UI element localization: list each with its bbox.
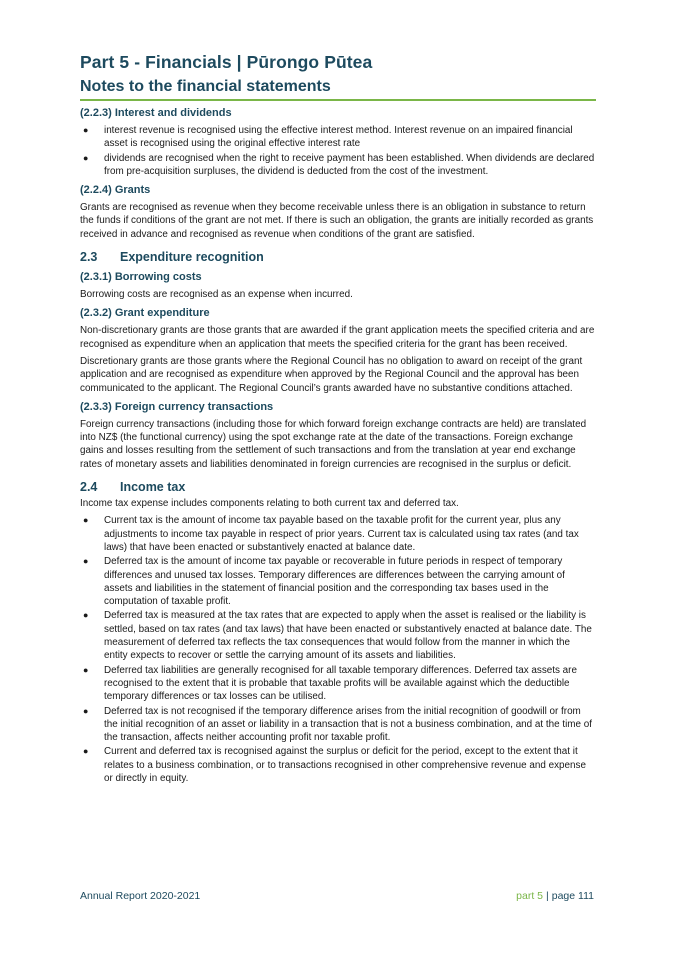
bullet-icon: ● (83, 556, 89, 567)
page-content (80, 50, 596, 789)
bullet-icon: ● (83, 152, 89, 163)
section-title: Expenditure recognition (120, 250, 264, 265)
footer-report-title: Annual Report 2020-2021 (80, 890, 201, 902)
paragraph-income-tax-intro: Income tax expense includes components relating to both current tax and deferred tax. (80, 498, 459, 510)
paragraph-foreign-currency: Foreign currency transactions (including those for which forward foreign exchange contracts are held) are translated into NZ$ (the functional currency) using the spot exchange rate at the date of the transactions. Foreign exchange gains and losses resulting from the settlement of such transactions and from the translation at year end exchange rates of monetary assets and liabilities denominated in foreign currencies are recognised in the surplus or deficit. (80, 418, 587, 470)
list-item: ● Deferred tax is the amount of income tax payable or recoverable in future periods in respect of temporary differences and unused tax losses. Temporary differences are differences between the carrying amount of assets and liabilities in the statement of financial position and the corresponding tax bases used in the computation of taxable profit. (83, 556, 565, 608)
bullet-icon: ● (83, 610, 89, 621)
list-income-tax (80, 514, 596, 785)
heading-2-2-3: (2.2.3) Interest and dividends (80, 107, 232, 119)
list-2-2-3 (80, 124, 596, 178)
heading-2-4 (80, 479, 596, 495)
heading-2-3-3: (2.3.3) Foreign currency transactions (80, 400, 274, 413)
section-number: 2.3 (80, 250, 98, 265)
part-title: Part 5 - Financials | Pūrongo Pūtea (80, 52, 373, 72)
paragraph-discretionary-grants: Discretionary grants are those grants where the Regional Council has no obligation to award on receipt of the grant application and are recognised as expenditure when approved by the Regional Council and the approval has been communicated to the applicant. The Regional Council’s grants awarded have no substantive conditions attached. (80, 355, 583, 394)
bullet-icon: ● (83, 705, 89, 716)
bullet-icon: ● (83, 746, 89, 757)
heading-2-3 (80, 249, 596, 265)
bullet-icon: ● (83, 664, 89, 675)
bullet-icon: ● (83, 125, 89, 135)
list-item: ● Current and deferred tax is recognised against the surplus or deficit for the period, except to the extent that it relates to a business combination, or to transactions recognised in other comprehensive revenue and expense or directly in equity. (83, 746, 586, 784)
list-item: ● interest revenue is recognised using the effective interest method. Interest revenue on an impaired financial asset is recognised using the original effective interest rate (83, 125, 573, 150)
list-item: ● Current tax is the amount of income tax payable based on the taxable profit for the current year, plus any adjustments to income tax payable in respect of prior years. Current tax is calculated using tax rates (and tax laws) that have been enacted or substantively enacted at balance date. (83, 515, 579, 553)
list-item: ● Deferred tax is measured at the tax rates that are expected to apply when the asset is realised or the liability is settled, based on tax rates (and tax laws) that have been enacted or substantively enacted at balance date. The measurement of deferred tax reflects the tax consequences that would follow from the manner in which the entity expects to recover or settle the carrying amount of its assets and liabilities. (83, 610, 592, 662)
notes-title: Notes to the financial statements (80, 76, 596, 101)
paragraph-grants: Grants are recognised as revenue when they become receivable unless there is an obligation in substance to return the funds if conditions of the grant are not met. If there is such an obligation, the grants are initially recorded as grants received in advance and recognised as revenue when conditions of the grant are satisfied. (80, 202, 594, 240)
section-number: 2.4 (80, 480, 98, 495)
footer-page-info (516, 890, 594, 902)
list-item: ● Deferred tax is not recognised if the temporary difference arises from the initial recognition of goodwill or from the initial recognition of an asset or liability in a transaction that is not a business combination, and at the time of the transaction, affects neither accounting profit nor taxable profit. (83, 705, 592, 744)
paragraph-borrowing-costs: Borrowing costs are recognised as an expense when incurred. (80, 289, 353, 301)
page-footer (80, 890, 594, 902)
paragraph-non-discretionary-grants: Non-discretionary grants are those grants that are awarded if the grant application meets the specified criteria and are recognised as expenditure when an application that meets the specified criteria for the grant has been received. (80, 325, 595, 350)
heading-2-3-2: (2.3.2) Grant expenditure (80, 307, 210, 320)
heading-2-3-1: (2.3.1) Borrowing costs (80, 271, 202, 284)
list-item: ● Deferred tax liabilities are generally recognised for all taxable temporary differences. Deferred tax assets are recognised to the extent that it is probable that taxable profits will be available against which the deductible temporary differences or tax losses can be utilised. (83, 664, 577, 703)
footer-part: part 5 (516, 890, 544, 902)
bullet-icon: ● (83, 515, 89, 526)
heading-2-2-4: (2.2.4) Grants (80, 184, 151, 197)
footer-page-number: page 111 (551, 890, 594, 902)
footer-separator: | (546, 890, 549, 902)
list-item: ● dividends are recognised when the right to receive payment has been established. When dividends are declared from pre-acquisition surpluses, the dividend is deducted from the cost of the investment. (83, 152, 595, 177)
section-title: Income tax (120, 480, 186, 495)
